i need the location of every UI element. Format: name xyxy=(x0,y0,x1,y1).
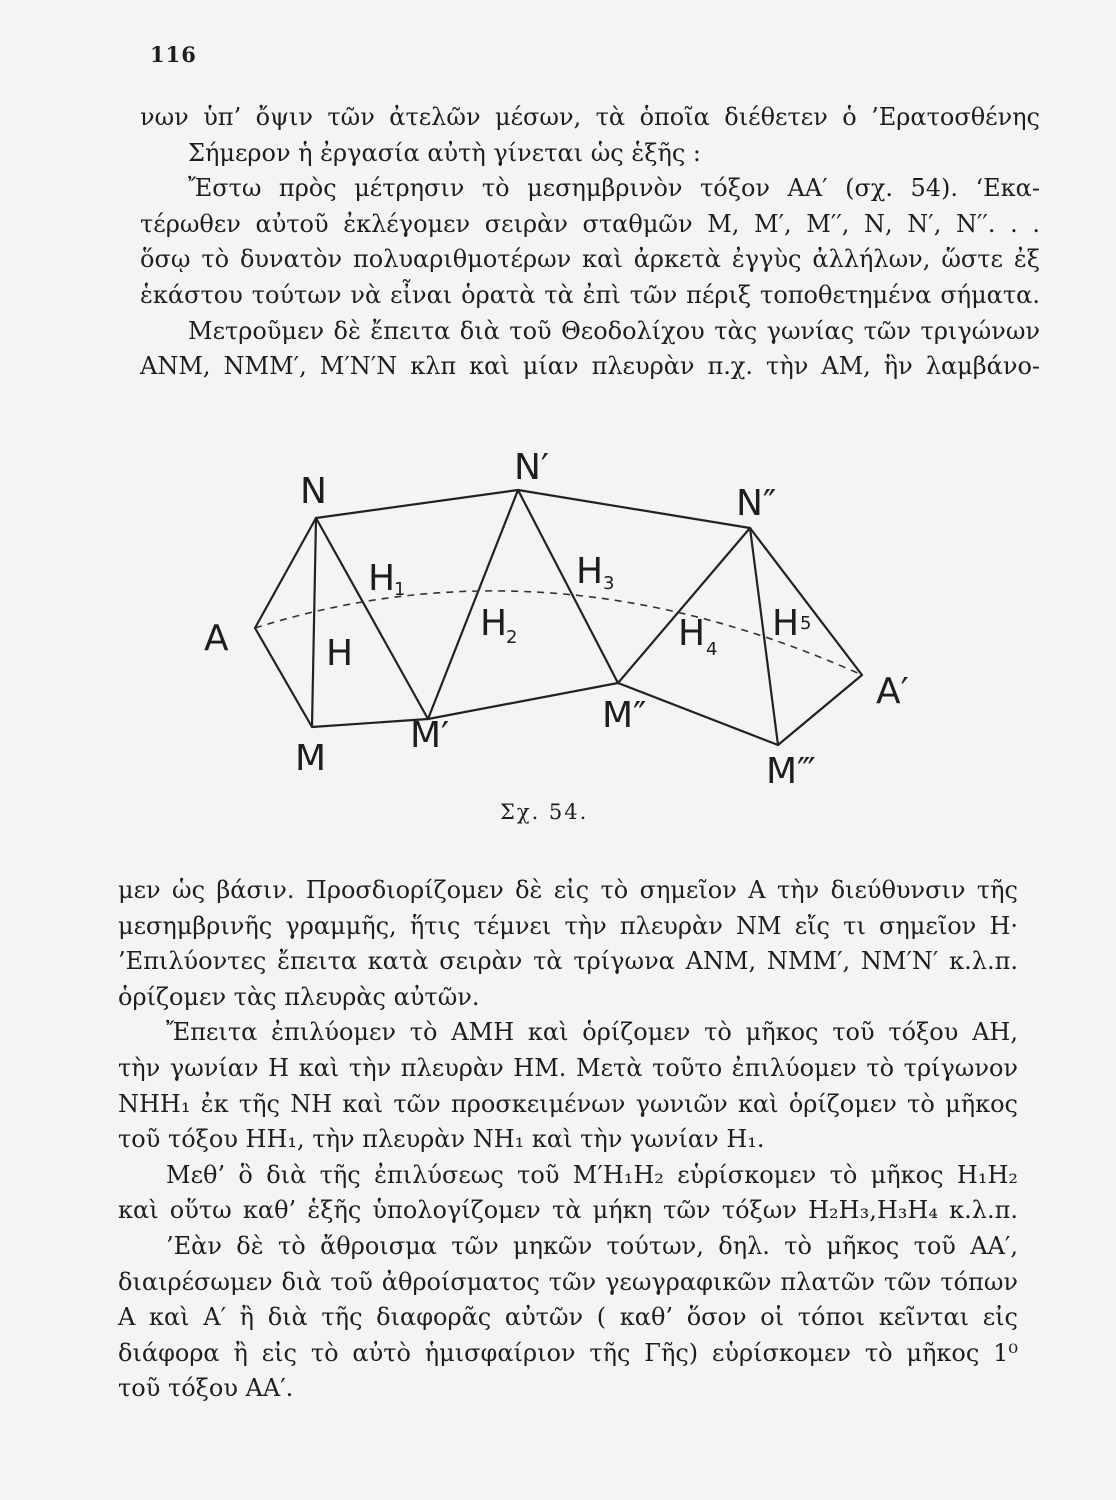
edge-NM xyxy=(312,518,316,727)
text-line: Σήμερον ἡ ἐργασία αὐτὴ γίνεται ὡς ἑξῆς : xyxy=(188,138,701,167)
text-line: ΑΝΜ, ΝΜΜ′, Μ′Ν′Ν κλπ καὶ μίαν πλευρὰν π.χ. τὴν ΑΜ, ἣν λαμβάνο- xyxy=(140,352,1040,381)
label-H3: H xyxy=(576,551,604,592)
text-line: μεσημβρινῆς γραμμῆς, ἥτις τέμνει τὴν πλευρὰν ΝΜ εἴς τι σημεῖον Η· xyxy=(118,911,1018,940)
label-H1: H xyxy=(368,558,396,599)
label-N: N xyxy=(300,471,327,512)
text-line: διάφορα ἢ εἰς τὸ αὐτὸ ἡμισφαίριον τῆς Γῆς) εὑρίσκομεν τὸ μῆκος 1⁰ xyxy=(118,1338,1018,1367)
triangle-edges-top xyxy=(255,490,862,745)
edge-M2N2 xyxy=(618,528,750,683)
text-line: νων ὑπ’ ὄψιν τῶν ἀτελῶν μέσων, τὰ ὁποῖα διέθετεν ὁ ’Ερατοσθένης xyxy=(140,103,1040,131)
triangulation-diagram xyxy=(190,445,910,815)
label-H2-subscript: 2 xyxy=(506,627,518,648)
label-H5: H xyxy=(772,603,800,644)
label-H4-subscript: 4 xyxy=(706,639,718,660)
label-A: A xyxy=(204,618,229,659)
label-H2: H xyxy=(480,603,508,644)
text-line: ΝΗΗ₁ ἐκ τῆς ΝΗ καὶ τῶν προσκειμένων γωνιῶν καὶ ὁρίζομεν τὸ μῆκος xyxy=(118,1089,1018,1118)
text-line: ὅσῳ τὸ δυνατὸν πολυαριθμοτέρων καὶ ἀρκετὰ ἐγγὺς ἀλλήλων, ὥστε ἐξ xyxy=(140,245,1040,274)
page-number: 116 xyxy=(150,42,197,67)
text-line: διαιρέσωμεν διὰ τοῦ ἀθροίσματος τῶν γεωγραφικῶν πλατῶν τῶν τόπων xyxy=(118,1267,1018,1296)
label-H: H xyxy=(326,633,354,674)
edge-NM1 xyxy=(316,518,428,719)
text-line: Α καὶ Α′ ἢ διὰ τῆς διαφορᾶς αὐτῶν ( καθ’ ὅσον οἱ τόποι κεῖνται εἰς xyxy=(118,1303,1018,1332)
label-M-prime: M′ xyxy=(410,715,450,756)
text-line: ’Εὰν δὲ τὸ ἄθροισμα τῶν μηκῶν τούτων, δηλ. τὸ μῆκος τοῦ ΑΑ′, xyxy=(166,1231,1018,1260)
text-line: ’Επιλύοντες ἔπειτα κατὰ σειρὰν τὰ τρίγωνα ΑΝΜ, ΝΜΜ′, ΝΜ′Ν′ κ.λ.π. xyxy=(118,947,1018,976)
text-block-bottom xyxy=(118,873,1018,1407)
text-line: τοῦ τόξου ΗΗ₁, τὴν πλευρὰν ΝΗ₁ καὶ τὴν γωνίαν Η₁. xyxy=(118,1125,765,1154)
label-M: M xyxy=(295,738,327,779)
text-line: καὶ οὕτω καθ’ ἑξῆς ὑπολογίζομεν τὰ μήκη τῶν τόξων Η₂Η₃,Η₃Η₄ κ.λ.π. xyxy=(118,1196,1018,1225)
text-line: Μεθ’ ὃ διὰ τῆς ἐπιλύσεως τοῦ Μ′Η₁Η₂ εὑρίσκομεν τὸ μῆκος Η₁Η₂ xyxy=(166,1160,1018,1189)
label-M-triple-prime: M‴ xyxy=(766,751,816,792)
label-A-prime: A′ xyxy=(876,671,909,712)
label-M-double-prime: M″ xyxy=(602,695,647,736)
label-H3-subscript: 3 xyxy=(603,573,615,594)
label-H1-subscript: 1 xyxy=(394,579,406,600)
text-line: ἑκάστου τούτων νὰ εἶναι ὁρατὰ τὰ ἐπὶ τῶν πέριξ τοποθετημένα σήματα. xyxy=(140,280,1040,309)
label-H4: H xyxy=(678,613,706,654)
text-line: Μετροῦμεν δὲ ἔπειτα διὰ τοῦ Θεοδολίχου τὰς γωνίας τῶν τριγώνων xyxy=(188,316,1040,345)
text-block-top xyxy=(140,100,1040,385)
label-N-double-prime: N″ xyxy=(736,483,777,524)
text-line: τὴν γωνίαν Η καὶ τὴν πλευρὰν ΗΜ. Μετὰ τοῦτο ἐπιλύομεν τὸ τρίγωνον xyxy=(118,1053,1018,1082)
text-line: τοῦ τόξου ΑΑ′. xyxy=(118,1374,294,1403)
text-line: ὁρίζομεν τὰς πλευρὰς αὐτῶν. xyxy=(118,982,480,1011)
figure-caption: Σχ. 54. xyxy=(500,800,589,824)
label-N-prime: N′ xyxy=(514,447,550,488)
text-line: Ἔπειτα ἐπιλύομεν τὸ ΑΜΗ καὶ ὁρίζομεν τὸ μῆκος τοῦ τόξου ΑΗ, xyxy=(166,1018,1018,1047)
text-line: τέρωθεν αὐτοῦ ἐκλέγομεν σειρὰν σταθμῶν Μ, Μ′, Μ′′, Ν, Ν′, Ν′′. . . xyxy=(140,209,1040,238)
text-line: μεν ὡς βάσιν. Προσδιορίζομεν δὲ εἰς τὸ σημεῖον Α τὴν διεύθυνσιν τῆς xyxy=(118,876,1018,904)
triangulation-figure xyxy=(190,445,910,815)
label-H5-subscript: 5 xyxy=(800,613,812,634)
text-line: Ἔστω πρὸς μέτρησιν τὸ μεσημβρινὸν τόξον ΑΑ′ (σχ. 54). ‘Εκα- xyxy=(188,174,1040,203)
